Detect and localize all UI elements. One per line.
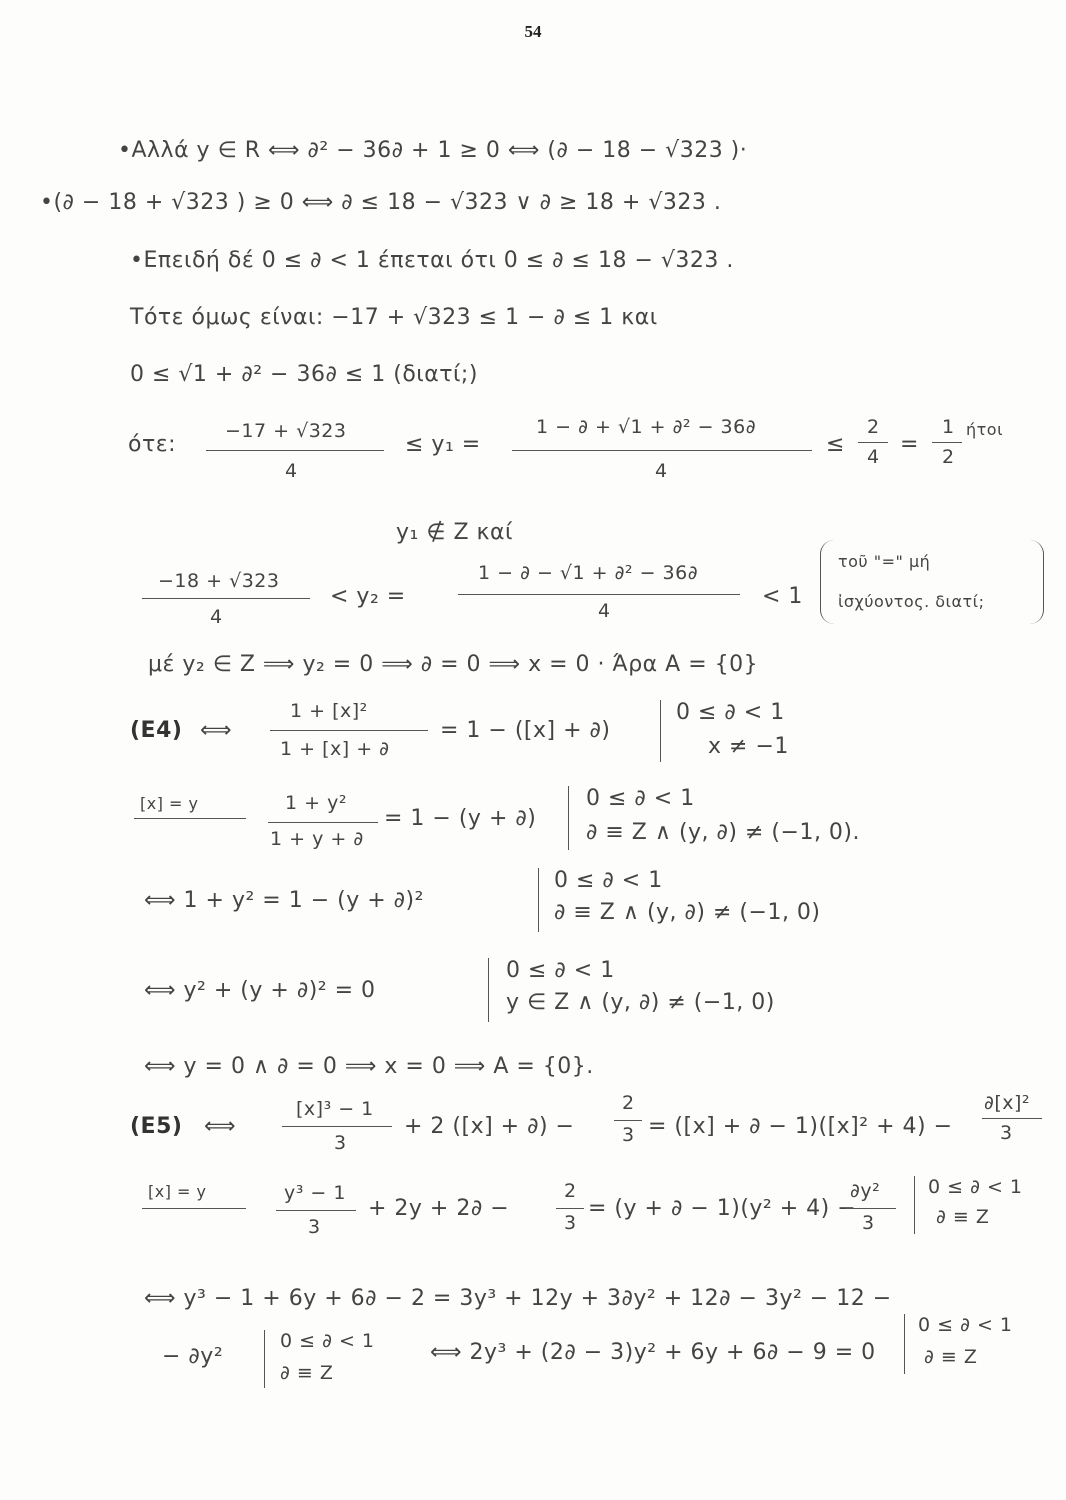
line-6-mid: ≤ y₁ = [405, 432, 481, 457]
line-6-frac3-num: 2 [867, 416, 880, 438]
line-14-frac1-num: y³ − 1 [284, 1182, 346, 1204]
equation-line-11: ⟺ 1 + y² = 1 − (y + ∂)² [144, 888, 424, 913]
e5-arrow: ⟺ [204, 1114, 237, 1139]
line-14-frac2-num: 2 [564, 1180, 577, 1202]
fraction-bar [268, 822, 378, 823]
line-8-frac1-den: 4 [210, 606, 223, 628]
line-14-frac3-den: 3 [862, 1212, 875, 1234]
line-14-frac2-den: 3 [564, 1212, 577, 1234]
equation-line-12: ⟺ y² + (y + ∂)² = 0 [144, 978, 376, 1003]
condition-bar [264, 1330, 265, 1388]
fraction-bar [458, 594, 740, 595]
fraction-bar [932, 442, 962, 443]
fraction-bar [270, 730, 428, 731]
e5-frac1-den: 3 [334, 1132, 347, 1154]
line-8-paren-top: τοῦ "=" μή [838, 552, 931, 571]
implication-arrow [142, 1208, 246, 1209]
equation-line-3: •Επειδή δέ 0 ≤ ∂ < 1 έπεται ότι 0 ≤ ∂ ≤ 18 − √323 . [130, 248, 734, 273]
line-8-mid: < y₂ = [330, 584, 406, 609]
fraction-bar [206, 450, 384, 451]
equation-line-2: •(∂ − 18 + √323 ) ≥ 0 ⟺ ∂ ≤ 18 − √323 ∨ ∂ ≥ 18 + √323 . [40, 190, 722, 215]
fraction-bar [982, 1118, 1042, 1119]
fraction-bar [512, 450, 812, 451]
line-14-condition-1: 0 ≤ ∂ < 1 [928, 1176, 1023, 1198]
line-8-frac2-den: 4 [598, 600, 611, 622]
line-6-frac4-num: 1 [942, 416, 955, 438]
condition-bar [538, 868, 539, 932]
e4-rhs: = 1 − ([x] + ∂) [440, 718, 611, 743]
line-6-frac4-den: 2 [942, 446, 955, 468]
condition-bar [488, 958, 489, 1022]
line-6-frac2-num: 1 − ∂ + √1 + ∂² − 36∂ [536, 416, 757, 438]
line-14-arrow-label: [x] = y [148, 1182, 207, 1201]
condition-bar [914, 1176, 915, 1234]
fraction-bar [846, 1208, 896, 1209]
implication-arrow [134, 818, 246, 819]
line-8-paren-bottom: ἰσχύοντος. διατί; [838, 592, 985, 611]
equation-line-9: μέ y₂ ∈ Z ⟹ y₂ = 0 ⟹ ∂ = 0 ⟹ x = 0 · Άρα A = {0} [148, 652, 759, 677]
fraction-bar [614, 1120, 642, 1121]
line-16-prefix: − ∂y² [162, 1344, 224, 1369]
e4-denominator: 1 + [x] + ∂ [280, 738, 390, 760]
line-10-denominator: 1 + y + ∂ [270, 828, 364, 850]
line-16-condition-2: ∂ ≡ Z [280, 1362, 334, 1384]
line-6-frac3-den: 4 [867, 446, 880, 468]
line-16-condition-4: ∂ ≡ Z [924, 1346, 978, 1368]
fraction-bar [142, 598, 310, 599]
line-10-numerator: 1 + y² [285, 792, 347, 814]
line-12-condition-1: 0 ≤ ∂ < 1 [506, 958, 615, 983]
line-6-frac2-den: 4 [655, 460, 668, 482]
fraction-bar [556, 1208, 584, 1209]
line-10-condition-2: ∂ ≡ Z ∧ (y, ∂) ≠ (−1, 0). [586, 820, 860, 845]
condition-bar [904, 1314, 905, 1374]
line-14-rhs: = (y + ∂ − 1)(y² + 4) − [588, 1196, 857, 1221]
equation-line-4: Τότε όμως είναι: −17 + √323 ≤ 1 − ∂ ≤ 1 και [130, 305, 658, 330]
line-11-condition-2: ∂ ≡ Z ∧ (y, ∂) ≠ (−1, 0) [554, 900, 821, 925]
e5-frac2-num: 2 [622, 1092, 635, 1114]
line-6-suffix: ήτοι [966, 420, 1003, 439]
line-14-frac1-den: 3 [308, 1216, 321, 1238]
equation-line-1: •Αλλά y ∈ R ⟺ ∂² − 36∂ + 1 ≥ 0 ⟺ (∂ − 18 − √323 )· [118, 138, 748, 163]
line-10-condition-1: 0 ≤ ∂ < 1 [586, 786, 695, 811]
e5-label: (E5) [130, 1114, 183, 1139]
line-16-condition-3: 0 ≤ ∂ < 1 [918, 1314, 1013, 1336]
condition-bar [660, 700, 661, 762]
line-6-eq: = [900, 432, 919, 457]
e4-label: (E4) [130, 718, 183, 743]
equation-line-7: y₁ ∉ Z καί [396, 520, 513, 545]
line-11-condition-1: 0 ≤ ∂ < 1 [554, 868, 663, 893]
page-number: 54 [524, 22, 542, 41]
line-6-prefix: ότε: [128, 432, 177, 457]
e5-frac3-den: 3 [1000, 1122, 1013, 1144]
line-8-frac2-num: 1 − ∂ − √1 + ∂² − 36∂ [478, 562, 699, 584]
line-10-arrow-label: [x] = y [140, 794, 199, 813]
line-14-condition-2: ∂ ≡ Z [936, 1206, 990, 1228]
line-6-frac1-den: 4 [285, 460, 298, 482]
e5-frac2-den: 3 [622, 1124, 635, 1146]
e4-numerator: 1 + [x]² [290, 700, 368, 722]
line-6-tail: ≤ [826, 432, 845, 457]
line-16-condition-1: 0 ≤ ∂ < 1 [280, 1330, 375, 1352]
fraction-bar [858, 442, 888, 443]
fraction-bar [282, 1126, 392, 1127]
e5-frac3-num: ∂[x]² [984, 1092, 1031, 1114]
equation-line-5: 0 ≤ √1 + ∂² − 36∂ ≤ 1 (διατί;) [130, 362, 478, 387]
e4-condition-1: 0 ≤ ∂ < 1 [676, 700, 785, 725]
line-10-rhs: = 1 − (y + ∂) [384, 806, 537, 831]
line-8-tail: < 1 [762, 584, 803, 609]
line-12-condition-2: y ∈ Z ∧ (y, ∂) ≠ (−1, 0) [506, 990, 775, 1015]
equation-line-13: ⟺ y = 0 ∧ ∂ = 0 ⟹ x = 0 ⟹ A = {0}. [144, 1054, 594, 1079]
line-14-frac3-num: ∂y² [850, 1180, 881, 1202]
e4-arrow: ⟺ [200, 718, 233, 743]
line-8-frac1-num: −18 + √323 [158, 570, 280, 592]
line-6-frac1-num: −17 + √323 [225, 420, 347, 442]
equation-line-15: ⟺ y³ − 1 + 6y + 6∂ − 2 = 3y³ + 12y + 3∂y² + 12∂ − 3y² − 12 − [144, 1286, 892, 1311]
condition-bar [568, 786, 569, 850]
fraction-bar [276, 1210, 356, 1211]
e5-mid: + 2 ([x] + ∂) − [404, 1114, 575, 1139]
line-16-mid: ⟺ 2y³ + (2∂ − 3)y² + 6y + 6∂ − 9 = 0 [430, 1340, 876, 1365]
line-14-mid: + 2y + 2∂ − [368, 1196, 510, 1221]
e5-rhs: = ([x] + ∂ − 1)([x]² + 4) − [648, 1114, 953, 1139]
e5-frac1-num: [x]³ − 1 [296, 1098, 374, 1120]
e4-condition-2: x ≠ −1 [708, 734, 789, 759]
